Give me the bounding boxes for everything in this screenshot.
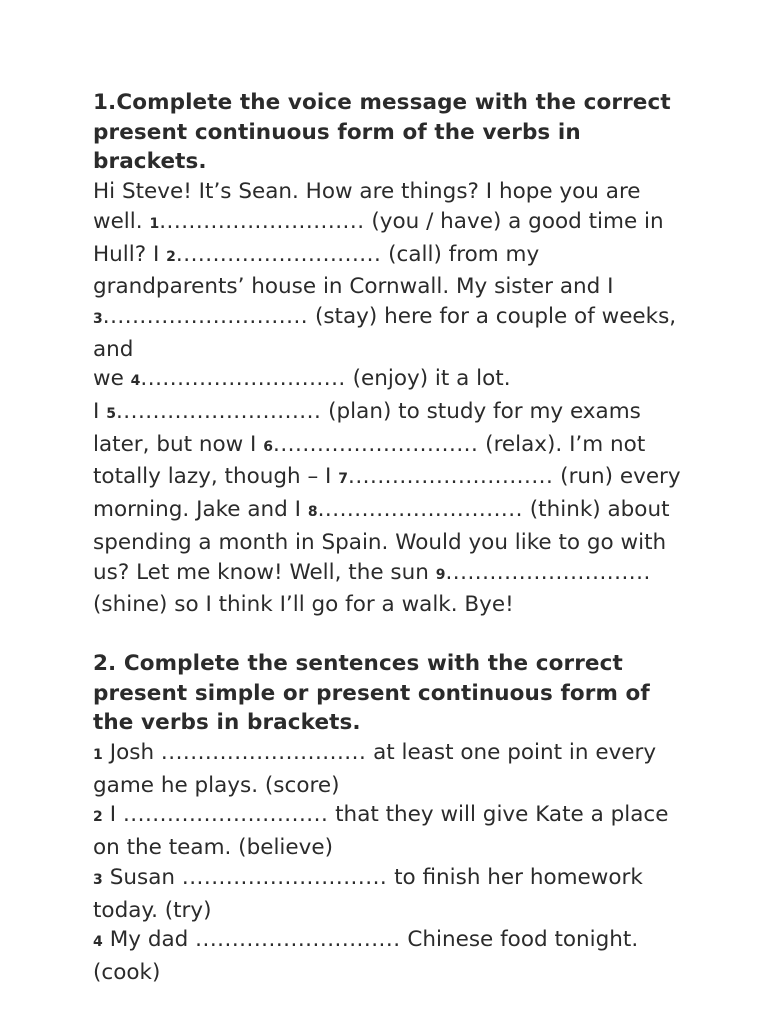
gap-number: 3 [93, 310, 103, 327]
answer-gap: ............................ [122, 802, 329, 828]
sentence-end: that they will give Kate a place on the team. (believe) [93, 802, 669, 861]
sentence-end: at least one point in every game he plays. (score) [93, 740, 657, 798]
sentence-start: My dad [109, 927, 196, 953]
sentence-end: to finish her homework today. (try) [93, 864, 643, 923]
answer-gap: ............................ [195, 927, 401, 953]
answer-gap: ............................ [272, 431, 479, 457]
sentence-start: Susan [109, 864, 182, 890]
message-text: (relax). I’m not totally lazy, though – I [93, 431, 646, 490]
gap-number: 6 [263, 438, 273, 455]
sentence-start: I [109, 802, 123, 828]
exercise-1-body [93, 179, 681, 617]
gap-number: 5 [106, 406, 116, 423]
answer-gap: ............................ [445, 559, 651, 585]
item-number: 4 [93, 934, 103, 951]
answer-gap: ............................ [181, 864, 388, 890]
message-text: (call) from my grandparents’ house in Cornwall. My sister and I [93, 241, 614, 300]
item-number: 1 [93, 747, 103, 764]
message-text: (plan) to study for my exams later, but now I [93, 399, 641, 457]
gap-number: 7 [338, 471, 348, 488]
message-text: Hi Steve! It’s Sean. How are things? I hope you are well. [93, 179, 641, 234]
answer-gap: ............................ [115, 399, 322, 425]
message-text: (enjoy) it a lot. [345, 366, 511, 392]
sentence-start: Josh [109, 740, 161, 766]
gap-number: 8 [307, 504, 318, 521]
message-text: (stay) here for a couple of weeks, and [93, 303, 677, 362]
message-text: (shine) so I think I’ll go for a walk. Bye! [93, 592, 514, 618]
answer-gap: ............................ [159, 208, 365, 234]
message-text: I [93, 399, 107, 425]
answer-gap: ............................ [317, 497, 523, 523]
exercise-2-heading: 2. Complete the sentences with the correct present simple or present continuous form of the verbs in brackets. [93, 650, 650, 736]
answer-gap: ............................ [102, 303, 309, 329]
sentence-end: Chinese food tonight. (cook) [93, 927, 639, 985]
gap-number: 4 [130, 373, 141, 390]
gap-number: 2 [166, 248, 176, 265]
item-number: 3 [93, 871, 103, 888]
answer-gap: ............................ [160, 740, 367, 766]
sentence-item [93, 863, 693, 925]
message-text: (run) every morning. Jake and I [93, 464, 681, 523]
message-text: (think) about spending a month in Spain. Would you like to go with us? Let me know! Well, the sun [93, 497, 670, 585]
gap-number: 1 [149, 215, 160, 232]
exercise-1-heading: 1.Complete the voice message with the correct present continuous form of the verbs in brackets. [93, 90, 671, 175]
answer-gap: ............................ [175, 241, 382, 267]
item-number: 2 [93, 809, 103, 826]
message-text: we [93, 366, 131, 392]
worksheet-page [93, 88, 693, 988]
sentence-item [93, 800, 693, 862]
message-text: (you / have) a good time in Hull? I [93, 208, 664, 267]
sentence-item [93, 738, 693, 800]
answer-gap: ............................ [140, 366, 346, 392]
sentence-item [93, 925, 693, 987]
exercise-2 [93, 649, 693, 988]
gap-number: 9 [435, 566, 446, 583]
exercise-1 [93, 88, 693, 620]
exercise-2-items [93, 738, 693, 988]
answer-gap: ............................ [347, 464, 554, 490]
